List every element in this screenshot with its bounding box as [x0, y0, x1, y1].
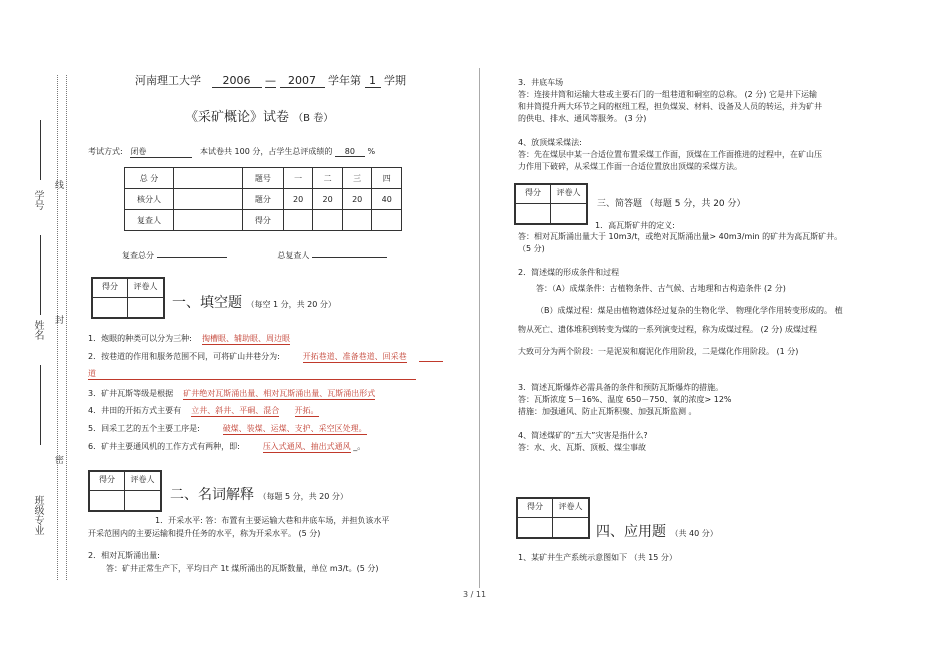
question-3-1: 1．高瓦斯矿井的定义:	[595, 221, 675, 230]
margin-line	[40, 235, 41, 315]
margin-line	[40, 120, 41, 180]
exam-title-text: 《采矿概论》试卷	[185, 110, 290, 125]
binding-dotted-margin	[57, 75, 67, 580]
question-4-1: 1、某矿井生产系统示意图如下 （共 15 分）	[518, 553, 677, 562]
section3-sub: （每题 5 分，共 20 分）	[644, 199, 746, 209]
table-cell: 20	[342, 189, 372, 210]
margin-line	[40, 365, 41, 445]
table-cell	[372, 210, 402, 231]
answer-3-2d: 大致可分为两个阶段：一是泥炭和腐泥化作用阶段，二是煤化作用阶段。 (1 分)	[518, 347, 799, 356]
table-cell: 题分	[243, 189, 284, 210]
seal-label: 封	[53, 315, 63, 324]
section2-scorebox	[88, 470, 162, 512]
answer-tail: _。	[353, 442, 366, 451]
table-row	[125, 168, 402, 189]
percent-value: 80	[335, 147, 365, 157]
table-row	[125, 210, 402, 231]
question-text: 2．按巷道的作用和服务范围不同，可将矿山井巷分为:	[88, 352, 280, 361]
exam-volume: （B 卷）	[293, 113, 334, 124]
page-divider	[479, 68, 480, 588]
answer-2-4b: 力作用下破碎，从采煤工作面一合适位置放出顶煤的采煤方法。	[518, 162, 742, 171]
answer-2-3a: 答：连接井筒和运输大巷或主要石门的一组巷道和硐室的总称。 (2 分) 它是井下运输	[518, 90, 817, 99]
score-label: 得分	[517, 498, 553, 518]
question-text: 5．回采工艺的五个主要工序是:	[88, 424, 200, 433]
score-field[interactable]	[517, 517, 553, 538]
percent-sign: %	[367, 147, 376, 156]
year-start: 2006	[212, 74, 262, 88]
answer-3-2a: 答：（A）成煤条件：古植物条件、古气候、古地理和古构造条件 (2 分)	[536, 284, 786, 293]
table-cell: 一	[283, 168, 313, 189]
question-text: 1．炮眼的种类可以分为三种:	[88, 334, 192, 343]
score-field[interactable]	[92, 297, 128, 318]
grader-label: 评卷人	[552, 498, 589, 518]
question-1-2-cont	[88, 368, 416, 379]
section4-scorebox	[516, 497, 590, 539]
term-label: 学期	[384, 74, 406, 87]
score-table	[124, 167, 402, 231]
answer-2-3b: 和井筒提升两大环节之间的枢纽工程，担负煤炭、材料、设备及人员的转运，并为矿井	[518, 102, 822, 111]
section4-heading	[596, 521, 718, 541]
academic-year-label: 学年第	[328, 74, 361, 87]
question-1-3	[88, 388, 375, 399]
secret-label: 密	[53, 455, 63, 464]
question-3-2: 2．简述煤的形成条件和过程	[518, 268, 620, 277]
table-cell: 总 分	[125, 168, 174, 189]
question-1-2	[88, 351, 407, 362]
section1-heading	[172, 292, 336, 312]
exam-mode-label: 考试方式:	[88, 147, 123, 156]
section4-title: 四、应用题	[596, 524, 666, 540]
table-cell: 得分	[243, 210, 284, 231]
grader-label: 评卷人	[124, 471, 161, 491]
section2-heading	[170, 484, 348, 504]
section3-scorebox	[514, 183, 588, 225]
question-2-3: 3．井底车场	[518, 78, 564, 87]
exam-title	[185, 106, 333, 125]
answer-3-2c: 物从死亡、遗体堆积到转变为煤的一系列演变过程，称为成煤过程。 (2 分) 成煤过程	[518, 325, 817, 334]
table-cell	[174, 168, 243, 189]
table-cell: 二	[313, 168, 343, 189]
table-cell	[313, 210, 343, 231]
answer-2-3c: 的供电、排水、通风等服务。 (3 分)	[518, 114, 647, 123]
table-cell: 题号	[243, 168, 284, 189]
answer-2-4a: 答：先在煤层中某一合适位置布置采煤工作面，顶煤在工作面推进的过程中，在矿山压	[518, 150, 822, 159]
table-row	[125, 189, 402, 210]
answer-3-3a: 答：瓦斯浓度 5－16%、温度 650－750、氧的浓度> 12%	[518, 395, 732, 404]
answer-text: 掏槽眼、辅助眼、周边眼	[201, 334, 290, 343]
answer-text: 压入式通风、抽出式通风	[262, 442, 351, 451]
answer-3-1b: （5 分)	[518, 244, 545, 253]
question-1-4	[88, 405, 319, 416]
class-major-label: 班级专业	[32, 495, 43, 535]
exam-info-line	[88, 146, 375, 158]
table-cell: 核分人	[125, 189, 174, 210]
table-cell: 40	[372, 189, 402, 210]
answer-3-1a: 答：相对瓦斯涌出量大于 10m3/t，或绝对瓦斯涌出量> 40m3/min 的矿井为高瓦斯矿井。	[518, 232, 843, 241]
score-label: 得分	[92, 278, 128, 298]
section1-title: 一、填空题	[172, 295, 242, 311]
table-cell	[283, 210, 313, 231]
question-1-5	[88, 423, 367, 434]
review-line	[122, 250, 387, 261]
score-note: 本试卷共 100 分，占学生总评成绩的	[199, 147, 333, 156]
answer-3-2b: （B）成煤过程：煤是由植物遗体经过复杂的生物化学、 物理化学作用转变形成的。 植	[536, 306, 843, 315]
answer-3-3b: 措施：加强通风、防止瓦斯积聚、加强瓦斯监测 。	[518, 407, 697, 416]
score-label: 得分	[515, 184, 551, 204]
answer-text: 破煤、装煤、运煤、支护、采空区处理。	[222, 424, 367, 433]
table-cell: 20	[313, 189, 343, 210]
answer-text: 道	[88, 369, 416, 380]
page-number: 3 / 11	[463, 590, 487, 599]
review-total-field[interactable]	[157, 257, 227, 258]
score-field[interactable]	[89, 490, 125, 511]
table-cell	[174, 210, 243, 231]
year-dash: —	[265, 74, 276, 87]
exam-mode: 闭卷	[130, 146, 192, 158]
table-cell: 复查人	[125, 210, 174, 231]
grader-field[interactable]	[550, 203, 587, 224]
review-total-label: 复查总分	[122, 251, 154, 260]
name-label: 姓名	[32, 320, 43, 340]
question-3-4: 4、简述煤矿的“五大”灾害是指什么?	[518, 431, 648, 440]
term-number: 1	[365, 74, 381, 88]
section2-sub: （每题 5 分，共 20 分）	[258, 492, 348, 501]
section1-sub: （每空 1 分，共 20 分）	[246, 300, 336, 309]
answer-text: 立井、斜井、平硐、混合	[191, 406, 280, 415]
grader-field[interactable]	[124, 490, 161, 511]
answer-underline	[419, 361, 443, 362]
grader-field[interactable]	[552, 517, 589, 538]
reviewer-field[interactable]	[312, 257, 387, 258]
grader-label: 评卷人	[127, 278, 164, 298]
question-text: 4．井田的开拓方式主要有	[88, 406, 182, 415]
question-text: 3．矿井瓦斯等级是根据	[88, 389, 174, 398]
reviewer-label: 总复查人	[277, 251, 310, 260]
question-text: 6．矿井主要通风机的工作方式有两种，即:	[88, 442, 240, 451]
table-cell: 四	[372, 168, 402, 189]
question-2-1a: 1．开采水平: 答：布置有主要运输大巷和井底车场，并担负该水平	[155, 516, 390, 525]
question-3-3: 3．简述瓦斯爆炸必需具备的条件和预防瓦斯爆炸的措施。	[518, 383, 724, 392]
grader-label: 评卷人	[550, 184, 587, 204]
exam-header	[135, 72, 406, 88]
section4-sub: （共 40 分）	[670, 529, 718, 538]
year-end: 2007	[280, 74, 325, 88]
table-cell: 20	[283, 189, 313, 210]
question-2-4: 4、放顶煤采煤法:	[518, 138, 582, 147]
table-cell: 三	[342, 168, 372, 189]
university-name: 河南理工大学	[135, 74, 201, 87]
student-id-label: 学号	[32, 190, 43, 210]
question-2-2: 2．相对瓦斯涌出量:	[88, 551, 160, 560]
section3-heading	[597, 196, 746, 209]
seal-line-label: 线	[53, 180, 63, 189]
answer-2-2: 答：矿井正常生产下，平均日产 1t 煤所涌出的瓦斯数量，单位 m3/t。(5 分)	[106, 564, 379, 573]
answer-3-4: 答：水、火、瓦斯、顶板、煤尘事故	[518, 443, 646, 452]
section1-scorebox	[91, 277, 165, 319]
question-1-1	[88, 333, 290, 344]
question-1-6	[88, 441, 365, 452]
table-cell	[342, 210, 372, 231]
table-cell	[174, 189, 243, 210]
grader-field[interactable]	[127, 297, 164, 318]
score-field[interactable]	[515, 203, 551, 224]
answer-text: 矿井绝对瓦斯涌出量、相对瓦斯涌出量、瓦斯涌出形式	[183, 389, 376, 398]
answer-text: 开拓。	[294, 406, 319, 415]
answer-text: 开拓巷道、准备巷道、回采巷	[302, 352, 407, 361]
score-label: 得分	[89, 471, 125, 491]
section3-title: 三、简答题	[597, 199, 643, 209]
question-2-1b: 开采范围内的主要运输和提升任务的水平，称为开采水平。 (5 分)	[88, 529, 321, 538]
section2-title: 二、名词解释	[170, 487, 254, 503]
